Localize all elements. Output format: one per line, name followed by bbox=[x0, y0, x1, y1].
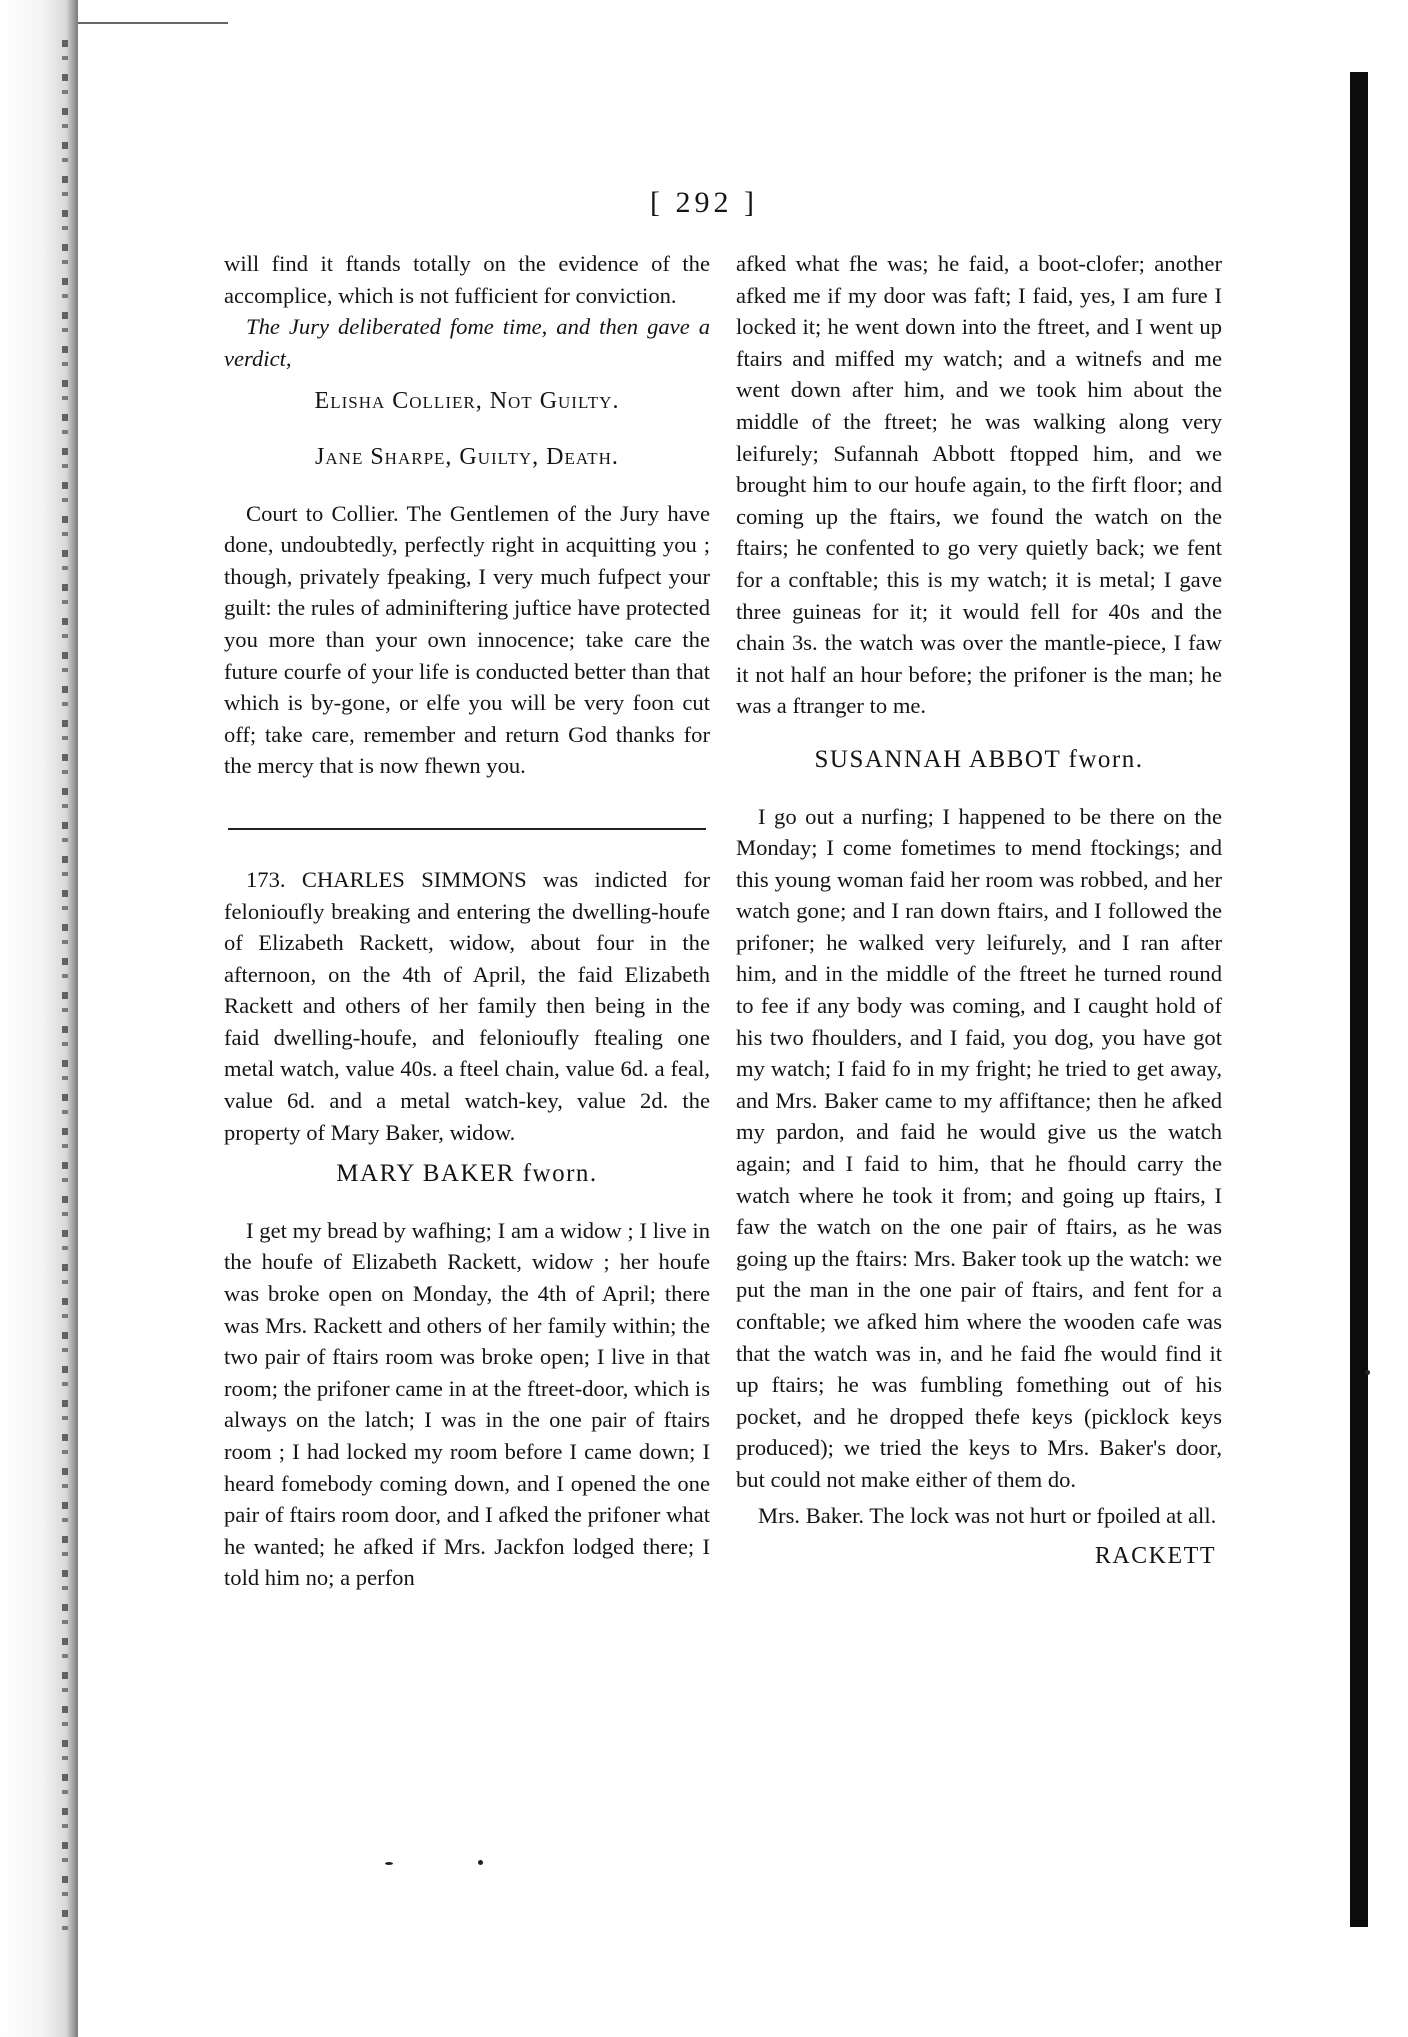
witness-heading-susannah-abbot: SUSANNAH ABBOT fworn. bbox=[814, 745, 1144, 773]
witness-heading-mary-baker: MARY BAKER fworn. bbox=[336, 1160, 598, 1188]
ink-speck bbox=[385, 1862, 393, 1865]
ink-speck bbox=[478, 1860, 483, 1865]
page-gutter-shadow bbox=[0, 0, 78, 2037]
top-edge-rule bbox=[78, 22, 228, 24]
mrs-baker-remark: Mrs. Baker. The lock was not hurt or fpoiled at all. bbox=[758, 1502, 1217, 1528]
indictment-paragraph: 173. CHARLES SIMMONS was indicted for felonioufly breaking and entering the dwelling-houfe of Elizabeth Rackett, widow, about four in the afternoon, on the 4th of April, the faid Elizabeth Rackett and others of her family then being in the faid dwelling-houfe, and felonioufly ftealing one metal watch, value 40s. a fteel chain, value 6d. a feal, value 6d. and a metal watch-key, value 2d. the property of Mary Baker, widow. bbox=[224, 866, 710, 1145]
section-divider bbox=[228, 828, 706, 830]
right-column bbox=[736, 248, 1222, 1573]
mary-baker-testimony: I get my bread by wafhing; I am a widow ; I live in the houfe of Elizabeth Rackett, widow ; her houfe was broke open on Monday, the 4th of April; there was Mrs. Rackett and others of her family within; the two pair of ftairs room was broke open; I live in that room; the prifoner came in at the ftreet-door, which is always on the latch; I was in the one pair of ftairs room ; I had locked my room before I came down; I heard fomebody coming down, and I opened the one pair of ftairs room door, and I afked the prifoner what he wanted; he afked if Mrs. Jackfon lodged there; I told him no; a perfon bbox=[224, 1217, 710, 1591]
mary-baker-testimony-continued: afked what fhe was; he faid, a boot-clofer; another afked me if my door was faft; I faid, yes, I am fure I locked it; he went down into the ftreet, and I went up ftairs and miffed my watch; and a witnefs and me went down after him, and we took him about the middle of the ftreet; he was walking along very leifurely; Sufannah Abbott ftopped him, and we brought him to our houfe again, to the firft floor; and coming up the ftairs, we found the watch on the ftairs; he confented to go very quietly back; we fent for a conftable; this is my watch; it is metal; I gave three guineas for it; it would fell for 40s and the chain 3s. the watch was over the mantle-piece, I faw it not half an hour before; the prifoner is the man; he was a ftranger to me. bbox=[736, 251, 1222, 719]
ink-speck bbox=[1365, 1370, 1370, 1375]
binding-edge-marks bbox=[62, 40, 68, 1940]
left-column bbox=[224, 248, 710, 1594]
verdict-collier: Elisha Collier, Not Guilty. bbox=[314, 388, 620, 415]
verdict-sharpe: Jane Sharpe, Guilty, Death. bbox=[315, 443, 619, 470]
catchword: RACKETT bbox=[1094, 1543, 1216, 1570]
evidence-paragraph: will find it ftands totally on the evidence of the accomplice, which is not fufficient for conviction. bbox=[224, 251, 710, 308]
right-edge-bar bbox=[1350, 72, 1368, 1927]
court-address-paragraph: Court to Collier. The Gentlemen of the Jury have done, undoubtedly, perfectly right in acquitting you ; though, privately fpeaking, I very much fufpect your guilt: the rules of adminiftering juftice have protected you more than your own innocence; take care the future courfe of your life is conducted better than that which is by-gone, or elfe you will be very foon cut off; take care, remember and return God thanks for the mercy that is now fhewn you. bbox=[224, 500, 710, 779]
jury-deliberation-note: The Jury deliberated fome time, and then gave a verdict, bbox=[224, 314, 710, 371]
page-number: [ 292 ] bbox=[650, 186, 758, 219]
susannah-abbot-testimony: I go out a nurfing; I happened to be there on the Monday; I come fometimes to mend ftockings; and this young woman faid her room was robbed, and her watch gone; and I ran down ftairs, and I followed the prifoner; he walked very leifurely, and I ran after him, and in the middle of the ftreet he turned round to fee if any body was coming, and I caught hold of his two fhoulders, and I faid, you dog, you have got my watch; I faid fo in my fright; he tried to get away, and Mrs. Baker came to my affiftance; then he afked my pardon, and faid he would give us the watch again; and I faid to him, that he fhould carry the watch where he took it from; and going up ftairs, I faw the watch on the one pair of ftairs, as he was going up the ftairs: Mrs. Baker took up the watch: we put the man in the one pair of ftairs, and fent for a conftable; we afked him where the wooden cafe was that the watch was in, and he faid fhe would find it up ftairs; he was fumbling fomething out of his pocket, and he dropped thefe keys (picklock keys produced); we tried the keys to Mrs. Baker's door, but could not make either of them do. bbox=[736, 803, 1222, 1492]
